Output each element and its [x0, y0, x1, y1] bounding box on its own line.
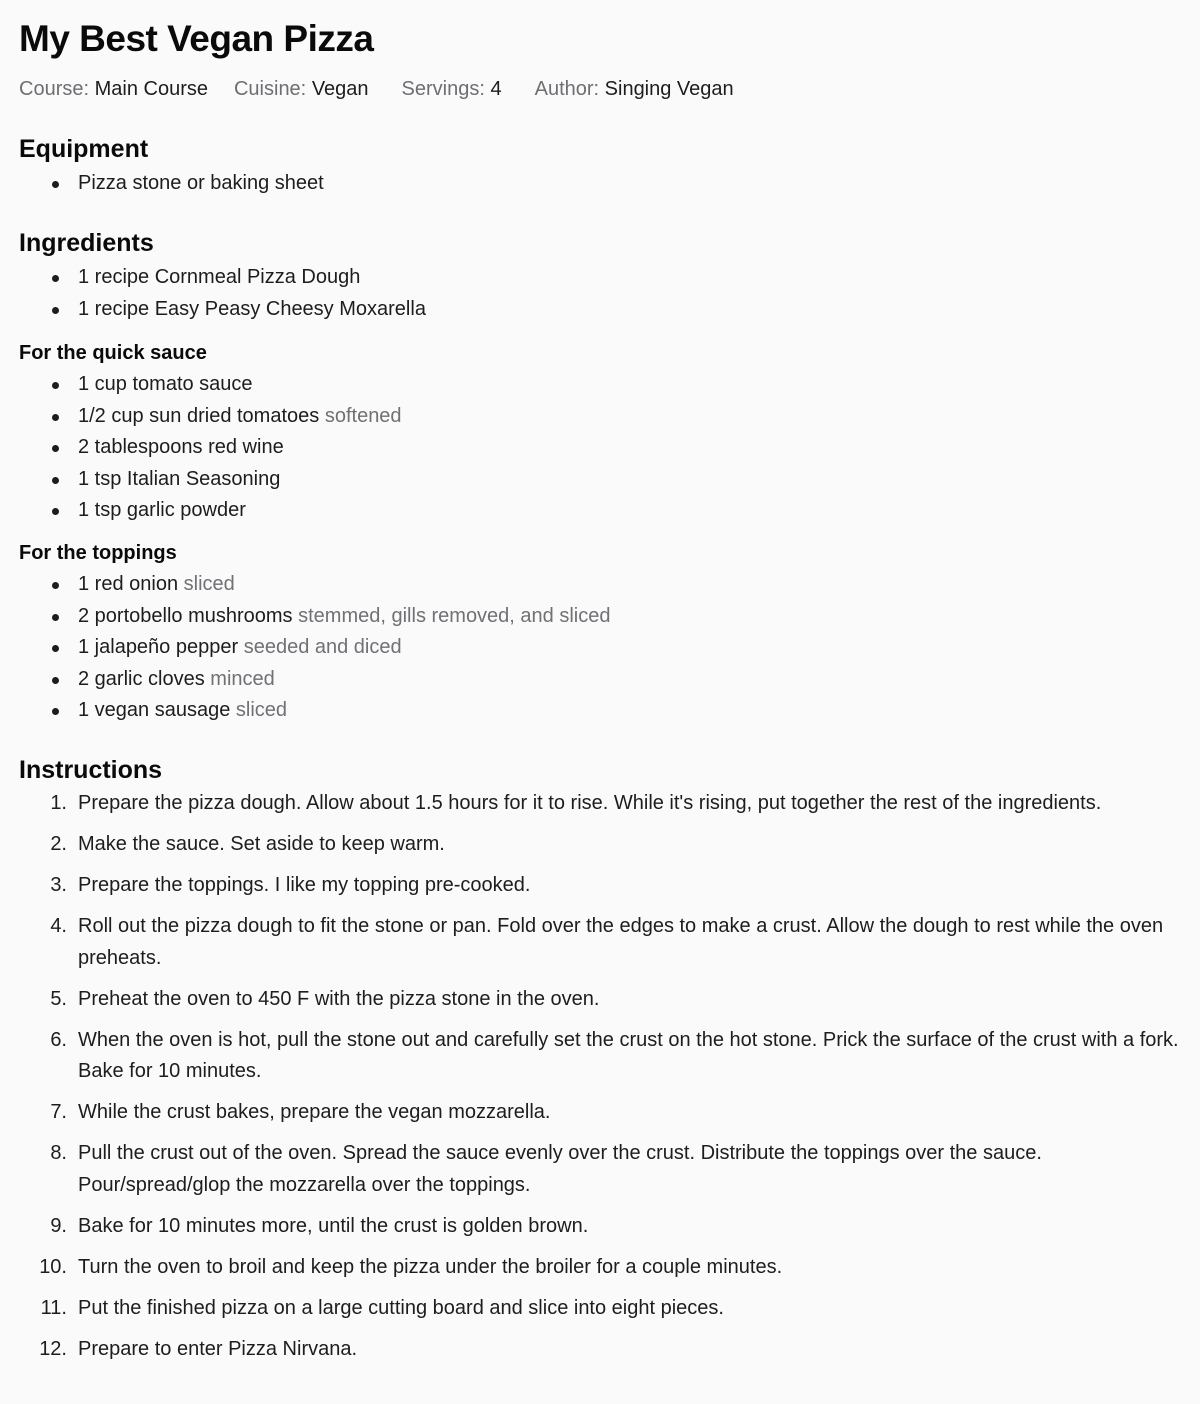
toppings-list	[19, 569, 610, 727]
step-text: Prepare the toppings. I like my topping pre-cooked.	[78, 874, 531, 896]
bullet-icon	[52, 508, 59, 515]
list-item	[19, 495, 402, 527]
meta-author	[535, 78, 734, 101]
item-text: 1 tsp garlic powder	[78, 499, 246, 522]
item-note: stemmed, gills removed, and sliced	[298, 604, 611, 627]
step-number: 7.	[50, 1101, 67, 1123]
item-note: sliced	[235, 699, 288, 722]
list-item	[19, 401, 402, 433]
meta-label: Cuisine:	[233, 78, 307, 100]
list-item	[19, 569, 610, 601]
step-number: 10.	[39, 1255, 67, 1278]
instruction-step	[19, 911, 1189, 974]
step-number: 6.	[50, 1028, 67, 1051]
instruction-step	[19, 1252, 1189, 1284]
bullet-icon	[52, 477, 59, 484]
equipment-list	[19, 168, 324, 200]
toppings-heading: For the toppings	[19, 542, 177, 564]
bullet-icon	[52, 445, 59, 452]
item-text: 1 red onion	[78, 573, 179, 595]
step-text: While the crust bakes, prepare the vegan mozzarella.	[78, 1101, 551, 1123]
item-text: 1 jalapeño pepper	[78, 636, 239, 659]
item-text: 2 tablespoons red wine	[78, 436, 284, 459]
equipment-heading: Equipment	[19, 135, 149, 163]
step-number: 3.	[50, 874, 67, 896]
sauce-heading: For the quick sauce	[19, 342, 207, 364]
instruction-step	[19, 829, 1189, 861]
step-text: Prepare the pizza dough. Allow about 1.5 hours for it to rise. While it's rising, put together the rest of the ingredients.	[78, 792, 1102, 814]
instruction-step	[19, 1025, 1189, 1088]
list-item	[19, 664, 610, 696]
step-text: Roll out the pizza dough to fit the stone or pan. Fold over the edges to make a crust. Allow the dough to rest while the oven preheats.	[78, 915, 1164, 969]
instructions-list	[19, 788, 1189, 1375]
step-number: 1.	[50, 792, 67, 814]
instruction-step	[19, 870, 1189, 902]
bullet-icon	[52, 275, 59, 282]
step-text: Put the finished pizza on a large cutting board and slice into eight pieces.	[78, 1296, 724, 1319]
step-number: 12.	[39, 1337, 67, 1360]
step-number: 11.	[40, 1296, 67, 1319]
recipe-meta	[19, 78, 760, 101]
instruction-step	[19, 1293, 1189, 1325]
bullet-icon	[52, 582, 59, 589]
item-text: 2 portobello mushrooms	[78, 604, 293, 627]
list-item	[19, 432, 402, 464]
item-text: 1 recipe Cornmeal Pizza Dough	[78, 266, 361, 288]
item-note: seeded and diced	[243, 636, 402, 659]
step-number: 2.	[50, 833, 67, 855]
bullet-icon	[52, 614, 59, 621]
item-note: softened	[324, 404, 402, 427]
item-text: 1/2 cup sun dried tomatoes	[78, 404, 320, 427]
step-text: Pull the crust out of the oven. Spread the sauce evenly over the crust. Distribute the toppings over the sauce. Pour/spread/glop the mozzarella over the toppings.	[78, 1142, 1042, 1196]
step-text: Make the sauce. Set aside to keep warm.	[78, 833, 445, 855]
meta-value: Vegan	[311, 78, 369, 100]
bullet-icon	[52, 677, 59, 684]
step-text: Prepare to enter Pizza Nirvana.	[78, 1337, 358, 1360]
list-item	[19, 168, 324, 200]
meta-label: Author:	[534, 78, 600, 100]
meta-value: 4	[490, 78, 502, 100]
step-number: 5.	[50, 987, 67, 1010]
item-text: Pizza stone or baking sheet	[78, 172, 324, 194]
recipe-title: My Best Vegan Pizza	[19, 18, 374, 59]
item-text: 1 tsp Italian Seasoning	[78, 467, 281, 490]
step-number: 8.	[50, 1142, 67, 1164]
step-number: 9.	[50, 1214, 67, 1237]
item-text: 1 cup tomato sauce	[78, 373, 253, 395]
item-note: sliced	[183, 573, 235, 595]
ingredients-list	[19, 262, 426, 325]
list-item	[19, 464, 402, 496]
step-text: Bake for 10 minutes more, until the crust is golden brown.	[78, 1214, 589, 1237]
instruction-step	[19, 1334, 1189, 1366]
bullet-icon	[52, 414, 59, 421]
meta-label: Servings:	[401, 78, 485, 100]
meta-label: Course:	[19, 78, 90, 100]
list-item	[19, 294, 426, 326]
sauce-list	[19, 369, 402, 527]
item-text: 1 vegan sausage	[78, 699, 231, 722]
meta-servings	[402, 78, 502, 101]
item-note: minced	[210, 667, 275, 690]
bullet-icon	[52, 181, 59, 188]
bullet-icon	[52, 307, 59, 314]
step-text: Turn the oven to broil and keep the pizza under the broiler for a couple minutes.	[78, 1255, 783, 1278]
meta-value: Main Course	[94, 78, 208, 100]
bullet-icon	[52, 645, 59, 652]
step-text: When the oven is hot, pull the stone out and carefully set the crust on the hot stone. Prick the surface of the crust with a fork. Bake for 10 minutes.	[78, 1028, 1179, 1082]
instruction-step	[19, 1097, 1189, 1129]
meta-course	[19, 78, 208, 101]
meta-cuisine	[234, 78, 369, 101]
item-text: 1 recipe Easy Peasy Cheesy Moxarella	[78, 297, 426, 320]
instructions-heading: Instructions	[19, 756, 163, 784]
instruction-step	[19, 1138, 1189, 1201]
item-text: 2 garlic cloves	[78, 667, 205, 690]
step-text: Preheat the oven to 450 F with the pizza stone in the oven.	[78, 987, 600, 1010]
bullet-icon	[52, 708, 59, 715]
ingredients-heading: Ingredients	[19, 229, 154, 257]
list-item	[19, 262, 426, 294]
step-number: 4.	[50, 915, 67, 937]
meta-value: Singing Vegan	[604, 78, 734, 100]
instruction-step	[19, 788, 1189, 820]
list-item	[19, 369, 402, 401]
list-item	[19, 601, 610, 633]
instruction-step	[19, 984, 1189, 1016]
instruction-step	[19, 1211, 1189, 1243]
list-item	[19, 695, 610, 727]
list-item	[19, 632, 610, 664]
bullet-icon	[52, 382, 59, 389]
